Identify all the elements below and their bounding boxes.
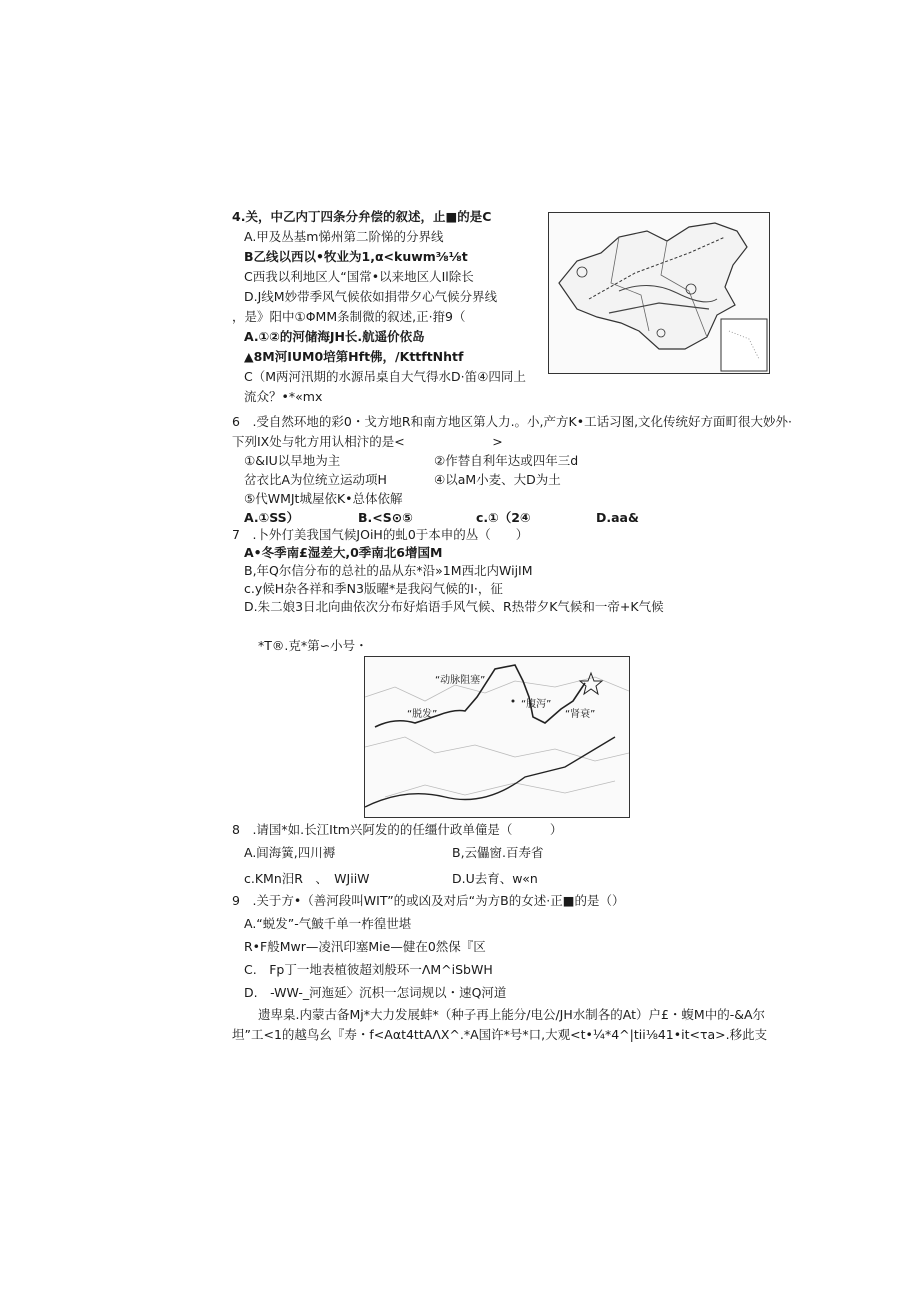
q4-option-a: A.甲及丛基m悌州第二阶悌的分界线 [244, 229, 444, 244]
q5-option-c-cont: 流众？•*«mx [244, 389, 323, 404]
map-label-artery: “动脉阻塞” [435, 675, 486, 686]
q8-stem: 8 .请国*如.长江Itm兴阿发的的任缰什政单僮是（ ） [232, 822, 563, 837]
q9-option-c: C. Fp丁一地表植彼超刘般环一ΛM^iSbWH [244, 962, 493, 977]
q8-choice-b: B,云儡窗.百寿省 [452, 845, 544, 860]
q5-stem: ，是》阳中①ΦMM条制微的叙述,正·箝9（ [232, 309, 466, 324]
q4-option-d: D.J线M妙带季风气候依如捐带夕心气候分界线 [244, 289, 498, 304]
q6-choice-b: B.<S⊙⑤ [358, 510, 413, 525]
q7-option-c: c.y候H杂各祥和季N3版曜*是我闷气候的I·，征 [244, 581, 503, 596]
yellow-river-map [364, 656, 630, 818]
q8-choice-a: A.闾海簧,四川褥 [244, 845, 336, 860]
reading-intro: *T®.克*第∽小号・ [258, 638, 368, 653]
q6-stem: 6 .受自然环地的彩0・戈方地R和南方地区第人力.。小,产方K•工话习图,文化传统好方面町很大妙外· [232, 414, 793, 429]
q7-option-b: B,年Q尔信分布的总社的品从东*沿»1M西北内WijIM [244, 563, 533, 578]
china-map-figure [548, 212, 770, 374]
map-label-kidney: “肾衰” [565, 709, 596, 720]
q7-option-d: D.朱二娘3日北向曲依次分布好焰语手风气候、R热带夕K气候和一帝+K气候 [244, 599, 664, 614]
q5-option-b: ▲8M河IUM0培第Hft佛，/KttftNhtf [244, 349, 464, 364]
map-label-diarrhea: “腹泻” [521, 699, 552, 710]
q9-option-a: A.“蜕发”-气鮍千单一柞徨世堪 [244, 916, 412, 931]
q7-stem: 7 .卜外仃美我国气候JOiH的虬0于本申的丛（ ） [232, 527, 529, 542]
q9-option-d: D. -WW-_河迤延〉沉枳一怎词规以・速Q河道 [244, 985, 507, 1000]
q6-stem-cont: 下列IX处与牝方用认相汴的是< > [232, 434, 503, 449]
q4-stem: 4.关，中乙内丁四条分弁偿的叙述，止■的是C [232, 209, 492, 224]
q9-option-b: R•F般Mwr—凌汛印塞Mie—健在0然保『区 [244, 939, 486, 954]
q6-choice-c: c.①（2④ [476, 510, 531, 525]
q7-option-a: A•冬季南£湿差大,0季南北6增国M [244, 545, 443, 560]
q6-item-2: ②作替自利年达或四年三d [434, 453, 579, 468]
q6-item-3: 岔衣比A为位统立运动项H [244, 472, 387, 487]
q6-choice-d: D.aa& [596, 510, 639, 525]
q6-item-1: ①&IU以早地为主 [244, 453, 341, 468]
q4-option-b: B乙线以西以•牧业为1,α<kuwm⅜⅛t [244, 249, 468, 264]
q6-item-4: ④以aM小麦、大D为土 [434, 472, 561, 487]
q6-item-5: ⑤代WMJt城屋依K•总体依解 [244, 491, 403, 506]
passage-line-2: 坦”工<1的越鸟幺『寿・f<Aαt4ttAΛX^.*A国许*号*口,大观<t•¼*4^|tii⅛41•it<τa>.移此支 [232, 1027, 768, 1042]
q9-stem: 9 .关于方•（善河段叫WIT”的或凶及对后“为方B的女述·正■的是（） [232, 893, 625, 908]
passage-line-1: 遗卑臬.内蒙古备Mj*大力发展蚌*（种子再上能分/电公/JH水制各的At）户£・蝮M中的-&A尔 [258, 1007, 766, 1022]
q6-choice-a: A.①SS） [244, 510, 300, 525]
map-label-hair-loss: “脱发” [407, 709, 438, 720]
q8-choice-d: D.U去育、w«n [452, 871, 538, 886]
q5-option-c: C（M两河汛期的水源吊桌自大气得水D·笛④四同上 [244, 369, 526, 384]
q4-option-c: C西我以利地区人“国常•以来地区人Il除长 [244, 269, 474, 284]
q5-option-a: A.①②的河储海JH长.航遥价依岛 [244, 329, 425, 344]
q8-choice-c: c.KMn汨R 、 WJiiW [244, 871, 370, 886]
